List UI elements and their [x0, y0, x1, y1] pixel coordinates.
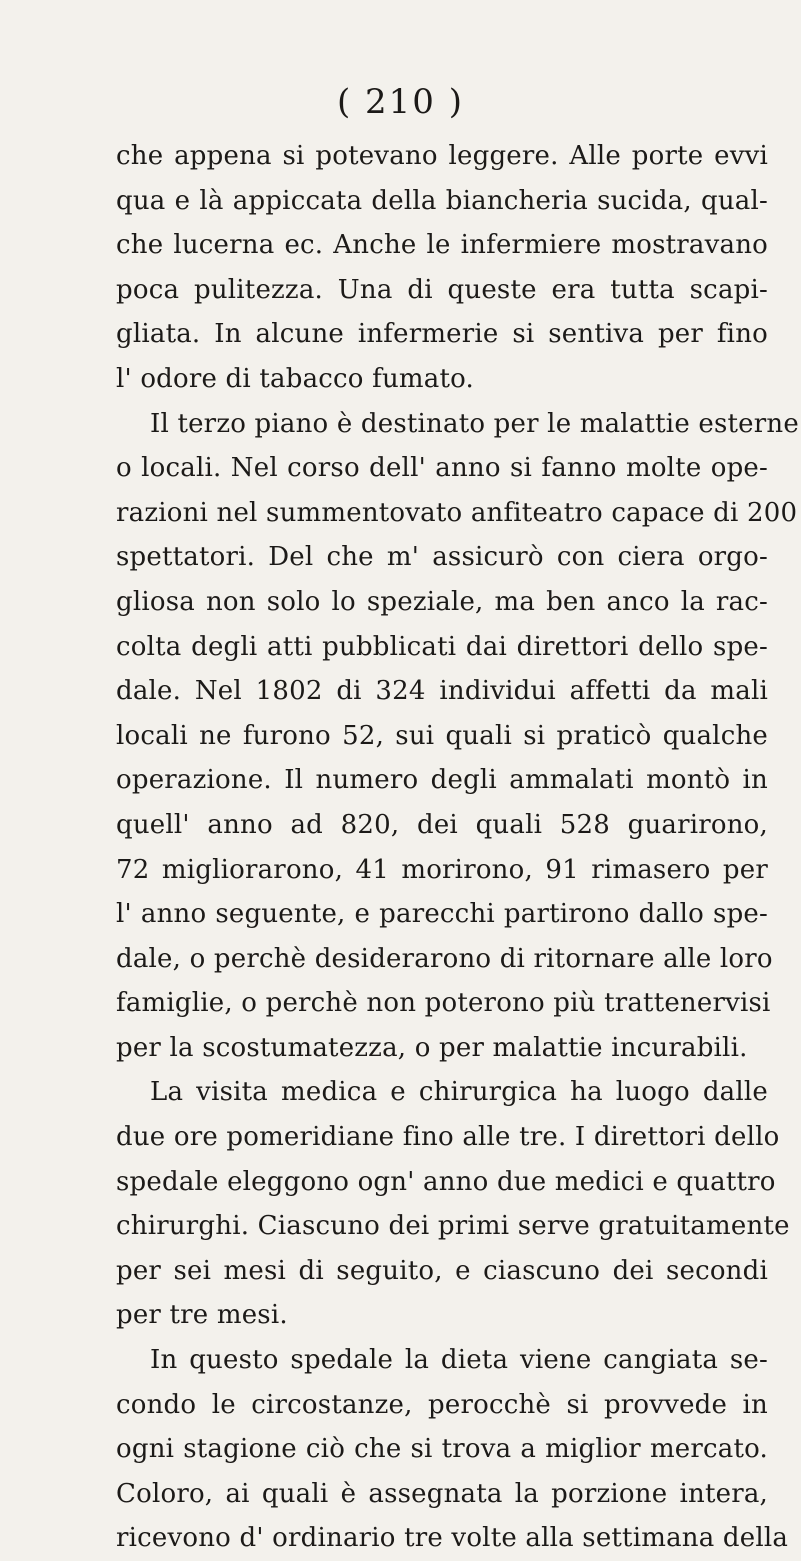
body-text [116, 134, 799, 1561]
text-line: chirurghi. Ciascuno dei primi serve gratuitamente [116, 1211, 790, 1242]
paragraph [116, 402, 799, 1071]
text-line: razioni nel summentovato anfiteatro capace di 200 [116, 497, 798, 528]
text-line: dale. Nel 1802 di 324 individui affetti da mali [116, 676, 768, 707]
text-line: che lucerna ec. Anche le infermiere mostravano [116, 230, 768, 261]
text-line: poca pulitezza. Una di queste era tutta scapi- [116, 274, 768, 305]
text-line: locali ne furono 52, sui quali si praticò qualche [116, 720, 768, 751]
text-line: operazione. Il numero degli ammalati montò in [116, 765, 768, 796]
text-line: ricevono d' ordinario tre volte alla settimana della [116, 1523, 789, 1554]
text-line: dale, o perchè desiderarono di ritornare alle loro [116, 943, 773, 974]
text-line: l' anno seguente, e parecchi partirono dallo spe- [116, 899, 768, 930]
paragraph [116, 1338, 789, 1561]
text-line: per sei mesi di seguito, e ciascuno dei secondi [116, 1255, 768, 1286]
text-line: La visita medica e chirurgica ha luogo dalle [150, 1077, 768, 1108]
text-line: gliata. In alcune infermerie si sentiva per fino [116, 319, 768, 350]
text-line: quell' anno ad 820, dei quali 528 guarirono, [116, 809, 768, 840]
text-line: Coloro, ai quali è assegnata la porzione intera, [116, 1478, 768, 1509]
text-line: l' odore di tabacco fumato. [116, 363, 474, 394]
text-line: per la scostumatezza, o per malattie incurabili. [116, 1032, 748, 1063]
text-line: famiglie, o perchè non poterono più trattenervisi [116, 988, 771, 1019]
text-line: due ore pomeridiane fino alle tre. I direttori dello [116, 1122, 780, 1153]
text-line: colta degli atti pubblicati dai direttori dello spe- [116, 631, 768, 662]
text-line: In questo spedale la dieta viene cangiata se- [150, 1345, 768, 1376]
text-line: o locali. Nel corso dell' anno si fanno molte ope- [116, 453, 768, 484]
text-line: condo le circostanze, perocchè si provvede in [116, 1389, 768, 1420]
text-line: Il terzo piano è destinato per le malattie esterne [150, 408, 799, 439]
text-line: 72 migliorarono, 41 morirono, 91 rimasero per [116, 854, 768, 885]
text-line: qua e là appiccata della biancheria sucida, qual- [116, 185, 768, 216]
page-number: ( 210 ) [336, 82, 465, 122]
text-line: per tre mesi. [116, 1300, 288, 1331]
text-line: spedale eleggono ogn' anno due medici e quattro [116, 1166, 776, 1197]
text-line: spettatori. Del che m' assicurò con ciera orgo- [116, 542, 768, 573]
text-line: ogni stagione ciò che si trova a miglior mercato. [116, 1434, 768, 1465]
text-line: gliosa non solo lo speziale, ma ben anco la rac- [116, 586, 768, 617]
text-line: che appena si potevano leggere. Alle porte evvi [116, 141, 768, 171]
paragraph [116, 134, 768, 402]
paragraph [116, 1070, 790, 1338]
